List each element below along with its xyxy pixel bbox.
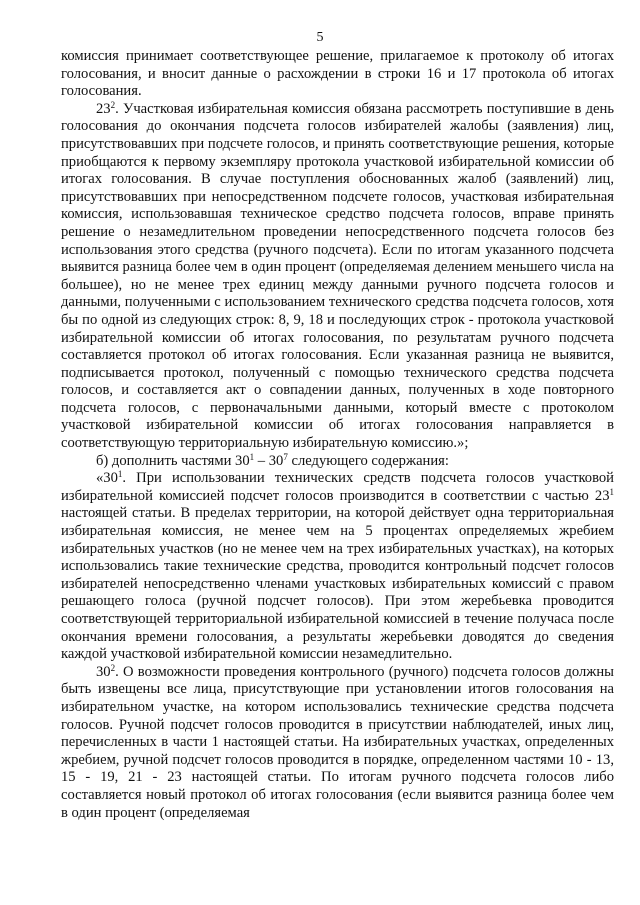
paragraph [61, 101, 614, 453]
text-run: б) дополнить частями 30 [96, 452, 250, 469]
text-run: . О возможности проведения контрольного (ручного) подсчета голосов должны быть извещены все лица, присутствующие при установлении итогов голосования на избирательном участке, на котором использовались технические средства подсчета голосов. Ручной подсчет голосов проводится в присутствии наблюдателей, иных лиц, перечисленных в части 1 настоящей статьи. На избирательных участках, определенных жребием, ручной подсчет голосов проводится в порядке, определенном частями 10 - 13, 15 - 19, 21 - 23 настоящей статьи. По итогам ручного подсчета голосов либо составляется новый протокол об итогах голосования (если выявится разница более чем в один процент (определяемая [61, 663, 614, 821]
superscript: 7 [283, 451, 288, 462]
text-run: . При использовании технических средств подсчета голосов участковой избирательной комиссией подсчет голосов производится в соответствии с частью 23 [61, 470, 614, 504]
paragraph [61, 453, 614, 471]
document-body [61, 48, 614, 822]
paragraph [61, 470, 614, 664]
text-run: комиссия принимает соответствующее решение, прилагаемое к протоколу об итогах голосования, и вносит данные о расхождении в строки 16 и 17 протокола об итогах голосования. [61, 48, 614, 100]
paragraph [61, 664, 614, 822]
text-run: «30 [96, 470, 118, 487]
text-run: настоящей статьи. В пределах территории, на которой действует одна территориальная избирательная комиссия, не менее чем на 5 процентах определяемых жребием избирательных участков (но не менее чем на трех избирательных участках), на которых использовались такие технические средства, проводится контрольный подсчет голосов избирателей непосредственно членами участковых избирательных комиссий с правом решающего голоса (ручной подсчет голосов). При этом жеребьевка проводится соответствующей территориальной избирательной комиссией в течение получаса после окончания времени голосования, а результаты жеребьевки доводятся до сведения каждой участковой избирательной комиссии незамедлительно. [61, 505, 614, 663]
text-run: – 30 [254, 452, 284, 469]
superscript: 1 [609, 486, 614, 497]
page-number: 5 [316, 30, 324, 45]
text-run: следующего содержания: [287, 452, 449, 469]
superscript: 1 [249, 451, 255, 462]
superscript: 1 [117, 469, 123, 480]
superscript: 2 [110, 662, 116, 673]
text-run: . Участковая избирательная комиссия обязана рассмотреть поступившие в день голосования до окончания подсчета голосов избирателей жалобы (заявления) лиц, присутствовавших при подсчете голосов, и принять соответствующие решения, которые приобщаются к первому экземпляру протокола участковой избирательной комиссии об итогах голосования. В случае поступления обоснованных жалоб (заявлений) лиц, присутствовавших при непосредственном подсчете голосов, участковая избирательная комиссия, использовавшая техническое средство подсчета голосов, вправе принять решение о незамедлительном проведении непосредственного подсчета голосов без использования этого средства (ручного подсчета). Если по итогам указанного подсчета выявится разница более чем в один процент (определяемая делением меньшего числа на большее), но не менее трех единиц между данными ручного подсчета голосов и данными, полученными с использованием технического средства подсчета голосов, хотя бы по одной из следующих строк: 8, 9, 18 и последующих строк - протокола участковой избирательной комиссии об итогах голосования, по результатам ручного подсчета составляется протокол об итогах голосования. Если указанная разница не выявится, подписывается протокол, полученный с помощью технического средства подсчета голосов, и составляется акт о совпадении данных, полученных в ходе повторного подсчета голосов, с первоначальными данными, который вместе с протоколом участковой избирательной комиссии об итогах голосования направляется в соответствующую территориальную избирательную комиссию.»; [61, 100, 614, 452]
text-run: 30 [96, 663, 111, 680]
text-run: 23 [96, 100, 111, 117]
superscript: 2 [110, 99, 116, 110]
paragraph [61, 48, 614, 101]
